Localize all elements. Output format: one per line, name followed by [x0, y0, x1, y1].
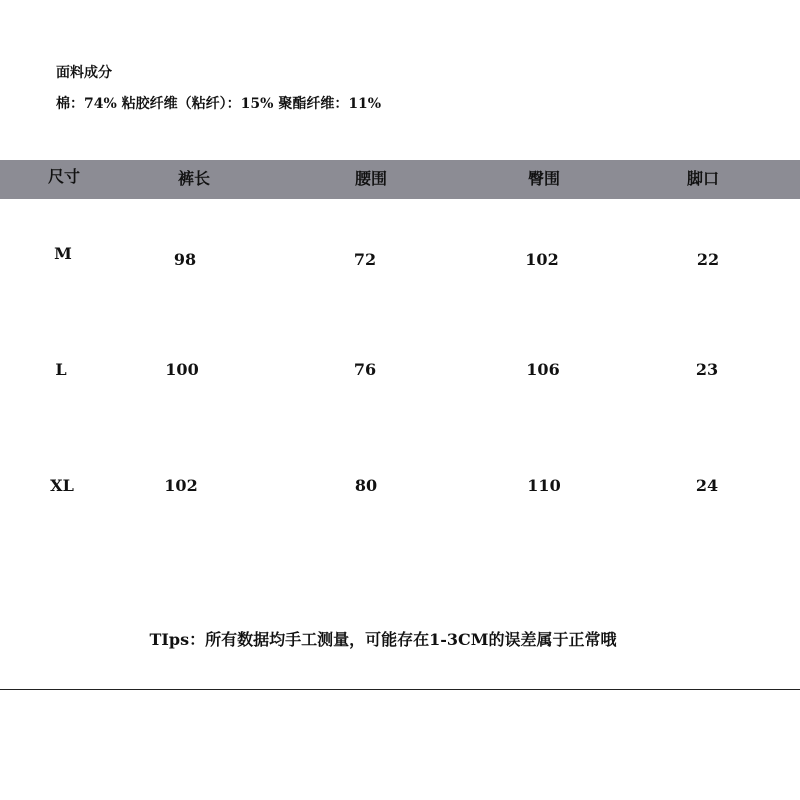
cell-leg-opening: 22: [696, 250, 720, 269]
fabric-composition: 棉：74% 粘胶纤维（粘纤）：15% 聚酯纤维：11%: [56, 96, 382, 112]
header-size: 尺寸: [47, 167, 81, 186]
cell-length: 98: [173, 250, 197, 269]
fabric-title: 面料成分: [56, 65, 112, 81]
header-hip: 臀围: [527, 169, 561, 188]
cell-waist: 72: [353, 250, 377, 269]
cell-hip: 110: [527, 476, 561, 495]
cell-waist: 80: [354, 476, 378, 495]
header-leg-opening: 脚口: [686, 169, 720, 188]
tips-text: TIps：所有数据均手工测量，可能存在1-3CM的误差属于正常哦: [149, 630, 617, 649]
bottom-divider: [0, 689, 800, 690]
cell-waist: 76: [353, 360, 377, 379]
cell-size: XL: [50, 476, 74, 495]
cell-length: 102: [164, 476, 198, 495]
measurement-tips: [0, 627, 800, 650]
cell-length: 100: [165, 360, 199, 379]
header-length: 裤长: [177, 169, 211, 188]
cell-size: L: [55, 360, 67, 379]
cell-size: M: [54, 244, 72, 263]
cell-leg-opening: 24: [695, 476, 719, 495]
cell-leg-opening: 23: [695, 360, 719, 379]
table-header-bar: [0, 160, 800, 199]
cell-hip: 106: [526, 360, 560, 379]
header-waist: 腰围: [354, 169, 388, 188]
cell-hip: 102: [525, 250, 559, 269]
